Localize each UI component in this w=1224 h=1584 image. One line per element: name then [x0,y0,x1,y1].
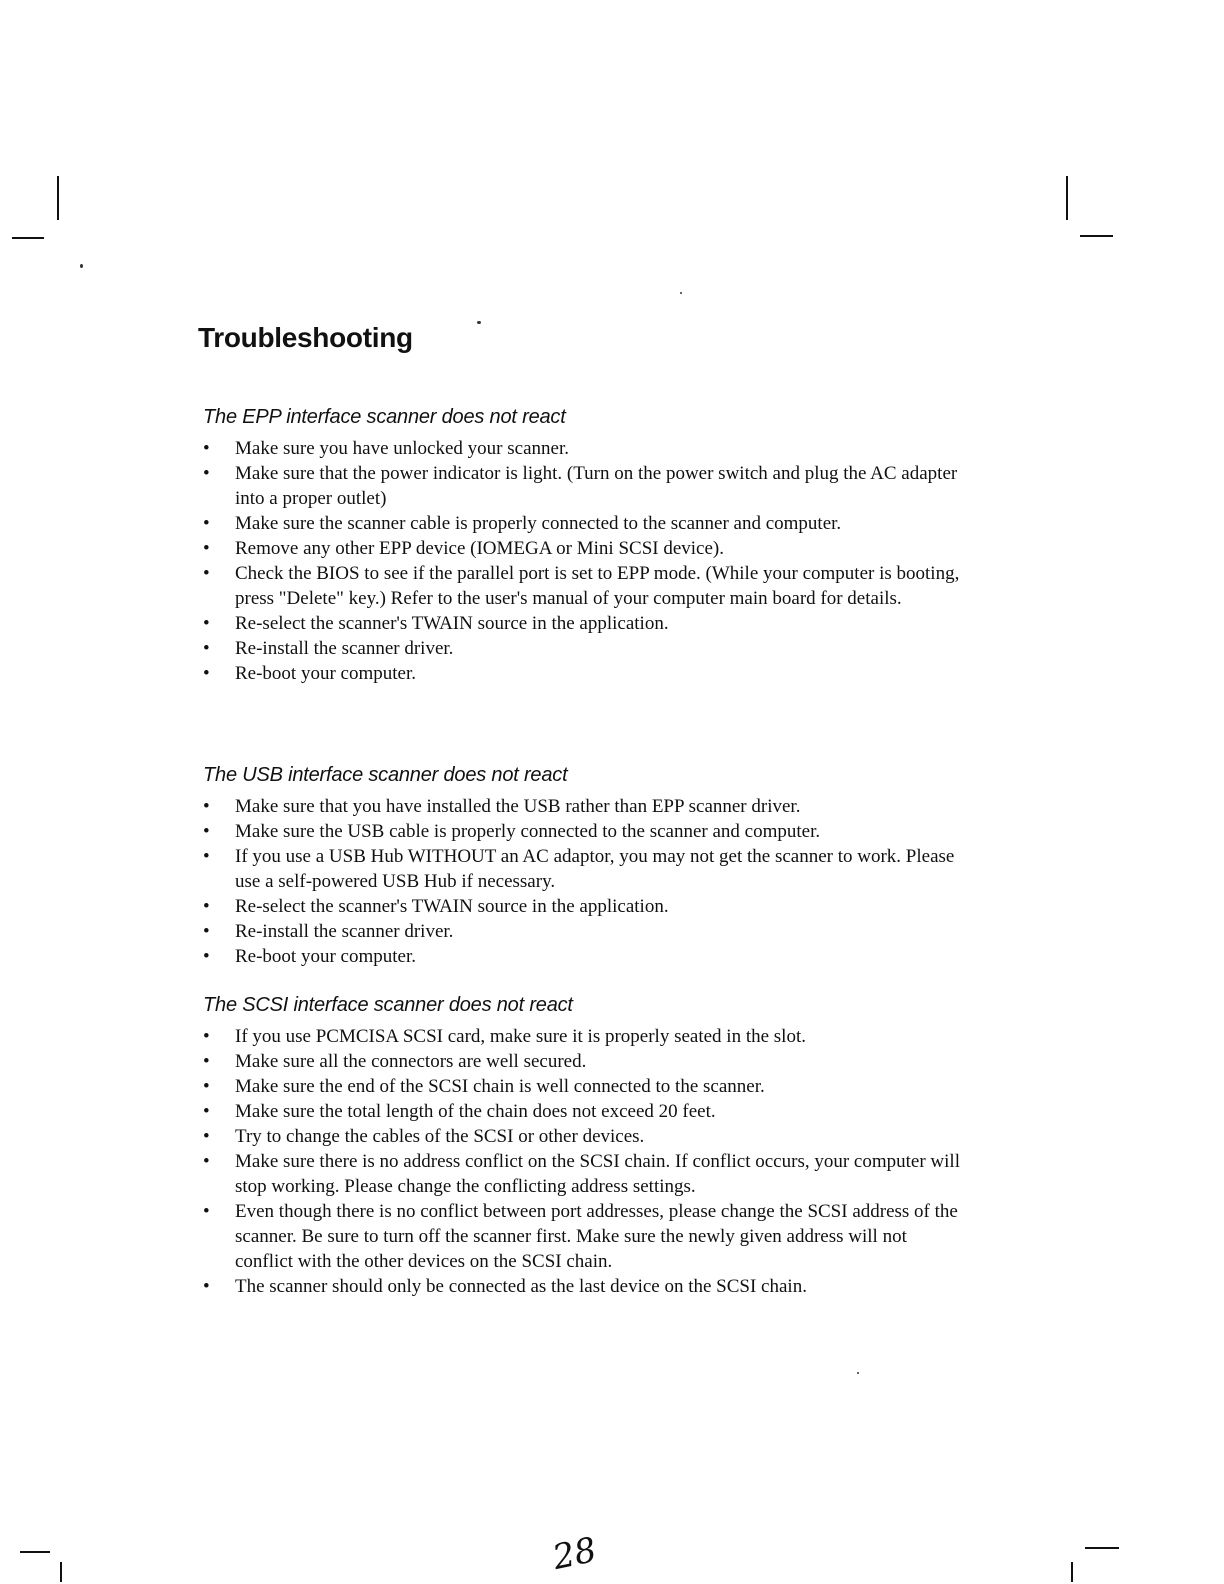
list-item [203,794,963,819]
list-item-text: Re-select the scanner's TWAIN source in the application. [235,896,669,917]
crop-mark-bottom-right-vertical [1071,1562,1073,1582]
bullet-icon: • [203,463,210,484]
section-usb [203,762,963,969]
list-item-text: Try to change the cables of the SCSI or other devices. [235,1126,645,1147]
bullet-icon: • [203,821,210,842]
scan-speck [680,292,682,294]
crop-mark-bottom-right-horizontal [1085,1547,1119,1549]
bullet-icon: • [203,1026,210,1047]
list-item-text: Make sure the scanner cable is properly connected to the scanner and computer. [235,513,842,534]
list-item-text: The scanner should only be connected as the last device on the SCSI chain. [235,1276,807,1297]
section-heading: The SCSI interface scanner does not react [203,994,573,1016]
list-item [203,461,963,511]
list-item [203,1274,963,1299]
list-item [203,661,963,686]
crop-mark-bottom-left-vertical [60,1562,62,1582]
bullet-list [203,1024,963,1299]
list-item-text: Even though there is no conflict between port addresses, please change the SCSI address of the scanner. Be sure to turn off the scanner first. Make sure the newly given address will not conflict with the other devices on the SCSI chain. [235,1201,958,1272]
bullet-icon: • [203,896,210,917]
list-item [203,511,963,536]
list-item-text: Make sure that the power indicator is light. (Turn on the power switch and plug the AC adapter into a proper outlet) [235,463,958,509]
bullet-icon: • [203,613,210,634]
bullet-icon: • [203,663,210,684]
list-item-text: Re-boot your computer. [235,663,416,684]
list-item [203,1024,963,1049]
list-item-text: Make sure the total length of the chain does not exceed 20 feet. [235,1101,716,1122]
bullet-icon: • [203,1151,210,1172]
list-item [203,919,963,944]
list-item-text: Re-install the scanner driver. [235,638,454,659]
bullet-icon: • [203,538,210,559]
bullet-icon: • [203,1051,210,1072]
section-heading: The USB interface scanner does not react [203,764,568,786]
scan-speck [857,1372,859,1374]
section-epp [203,404,963,686]
list-item-text: Remove any other EPP device (IOMEGA or Mini SCSI device). [235,538,724,559]
section-scsi [203,992,963,1299]
bullet-icon: • [203,946,210,967]
list-item-text: Make sure there is no address conflict on the SCSI chain. If conflict occurs, your computer will stop working. Please change the conflicting address settings. [235,1151,960,1197]
list-item [203,1149,963,1199]
bullet-icon: • [203,1126,210,1147]
bullet-icon: • [203,1076,210,1097]
bullet-icon: • [203,638,210,659]
list-item-text: If you use a USB Hub WITHOUT an AC adaptor, you may not get the scanner to work. Please use a self-powered USB Hub if necessary. [235,846,955,892]
list-item-text: Make sure the USB cable is properly connected to the scanner and computer. [235,821,821,842]
crop-mark-bottom-left-horizontal [20,1551,50,1553]
bullet-list [203,436,963,686]
page-title: Troubleshooting [198,322,413,353]
list-item [203,1049,963,1074]
bullet-icon: • [203,846,210,867]
list-item [203,636,963,661]
bullet-icon: • [203,1201,210,1222]
crop-mark-top-right-vertical [1066,176,1068,220]
crop-mark-top-left-horizontal [12,237,44,239]
list-item-text: Make sure all the connectors are well secured. [235,1051,587,1072]
bullet-icon: • [203,1276,210,1297]
crop-mark-top-left-vertical [57,176,59,220]
bullet-list [203,794,963,969]
list-item-text: Make sure that you have installed the USB rather than EPP scanner driver. [235,796,801,817]
list-item [203,844,963,894]
list-item [203,561,963,611]
list-item-text: Make sure you have unlocked your scanner. [235,438,569,459]
bullet-icon: • [203,921,210,942]
list-item-text: If you use PCMCISA SCSI card, make sure it is properly seated in the slot. [235,1026,806,1047]
list-item [203,1099,963,1124]
list-item [203,536,963,561]
bullet-icon: • [203,563,210,584]
bullet-icon: • [203,1101,210,1122]
bullet-icon: • [203,438,210,459]
list-item [203,894,963,919]
list-item [203,1199,963,1274]
list-item-text: Re-boot your computer. [235,946,416,967]
list-item [203,819,963,844]
list-item [203,436,963,461]
list-item-text: Make sure the end of the SCSI chain is well connected to the scanner. [235,1076,765,1097]
list-item [203,1074,963,1099]
crop-mark-top-right-horizontal [1080,235,1113,237]
list-item-text: Re-install the scanner driver. [235,921,454,942]
section-heading: The EPP interface scanner does not react [203,406,566,428]
list-item [203,944,963,969]
bullet-icon: • [203,513,210,534]
list-item [203,611,963,636]
bullet-icon: • [203,796,210,817]
list-item-text: Re-select the scanner's TWAIN source in the application. [235,613,669,634]
list-item [203,1124,963,1149]
scan-speck [80,264,83,268]
page-number: 28 [549,1529,600,1579]
scan-speck [477,321,481,324]
list-item-text: Check the BIOS to see if the parallel port is set to EPP mode. (While your computer is booting, press "Delete" key.) Refer to the user's manual of your computer main board for details. [235,563,960,609]
